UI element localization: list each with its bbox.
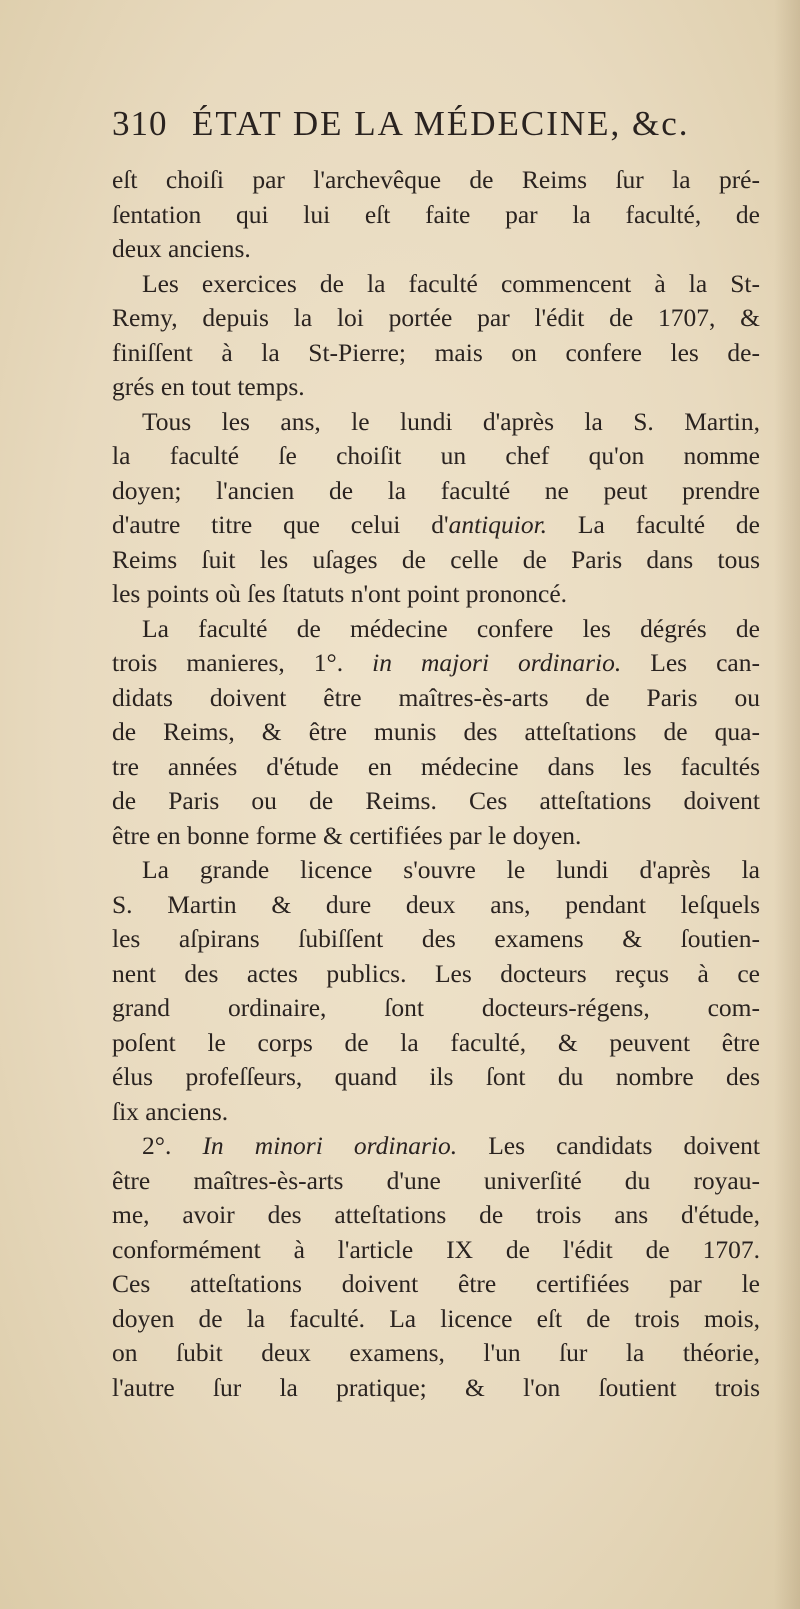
- page-edge-shadow: [774, 0, 800, 1609]
- text-line-main: être en bonne forme & certifiées par le doyen.: [112, 820, 582, 850]
- text-line-main: me, avoir des atteſtations de trois ans d'étude,: [112, 1200, 760, 1229]
- text-line: [112, 1198, 760, 1233]
- text-line-main: la faculté ſe choiſit un chef qu'on nomme: [112, 441, 760, 470]
- text-line-main: Les exercices de la faculté commencent à la St-: [142, 268, 760, 298]
- text-line-main: tre années d'étude en médecine dans les facultés: [112, 751, 760, 781]
- text-line: [112, 543, 760, 578]
- italic-phrase: in majori ordinario.: [372, 648, 622, 677]
- italic-phrase: In minori ordinario.: [202, 1131, 458, 1160]
- text-line-main: Tous les ans, le lundi d'après la S. Martin,: [142, 406, 760, 436]
- text-line-main: 2°.: [142, 1131, 203, 1160]
- text-line: [112, 681, 760, 716]
- text-line-main: finiſſent à la St-Pierre; mais on confere les de-: [112, 337, 760, 367]
- text-line: [112, 646, 760, 681]
- text-line-main: S. Martin & dure deux ans, pendant leſquels: [112, 889, 760, 919]
- text-line: [112, 1095, 760, 1130]
- text-line: [112, 1336, 760, 1371]
- text-line: [112, 612, 760, 647]
- text-line-main: grés en tout temps.: [112, 372, 305, 401]
- text-line-tail: La faculté de: [547, 510, 761, 539]
- text-line-main: les aſpirans ſubiſſent des examens & ſoutien-: [112, 924, 760, 953]
- text-line-main: ſix anciens.: [112, 1096, 229, 1126]
- text-line: [112, 1233, 760, 1268]
- text-line: [112, 1060, 760, 1095]
- text-line-main: Ces atteſtations doivent être certifiées par le: [112, 1269, 760, 1298]
- text-line: [112, 163, 760, 198]
- text-line-main: de Reims, & être munis des atteſtations de qua-: [112, 717, 760, 746]
- text-line-main: La faculté de médecine confere les dégrés de: [142, 613, 760, 643]
- text-line: [112, 439, 760, 474]
- text-line-main: nent des actes publics. Les docteurs reçus à ce: [112, 958, 760, 988]
- text-line-main: grand ordinaire, ſont docteurs-régens, com-: [112, 993, 760, 1022]
- text-line-main: trois manieres, 1°.: [112, 648, 373, 677]
- text-line-tail: Les can-: [621, 648, 760, 677]
- text-line-main: doyen; l'ancien de la faculté ne peut prendre: [112, 475, 760, 505]
- text-line-main: d'autre titre que celui d': [112, 510, 449, 539]
- text-line-main: Remy, depuis la loi portée par l'édit de 1707, &: [112, 303, 760, 332]
- text-line: [112, 1302, 760, 1337]
- text-line: [112, 336, 760, 371]
- text-line-tail: Les candidats doivent: [457, 1131, 761, 1160]
- text-line: [112, 1164, 760, 1199]
- text-line-main: La grande licence s'ouvre le lundi d'après la: [142, 855, 760, 884]
- body-text: [112, 163, 760, 1405]
- text-line-main: élus profeſſeurs, quand ils ſont du nombre des: [112, 1062, 760, 1091]
- text-line-main: on ſubit deux examens, l'un ſur la théorie,: [112, 1338, 760, 1367]
- text-line-main: eſt choiſi par l'archevêque de Reims ſur la pré-: [112, 165, 760, 194]
- text-line: [112, 888, 760, 923]
- text-line-main: didats doivent être maîtres-ès-arts de Paris ou: [112, 682, 760, 712]
- text-line-main: poſent le corps de la faculté, & peuvent être: [112, 1027, 760, 1057]
- text-line: [112, 577, 760, 612]
- text-line: [112, 1129, 760, 1164]
- text-line-main: deux anciens.: [112, 234, 251, 263]
- text-line: [112, 853, 760, 888]
- text-line: [112, 819, 760, 854]
- text-line-main: être maîtres-ès-arts d'une univerſité du royau-: [112, 1165, 760, 1195]
- text-line-main: les points où ſes ſtatuts n'ont point prononcé.: [112, 579, 568, 608]
- text-line: [112, 405, 760, 440]
- text-line-main: doyen de la faculté. La licence eſt de trois mois,: [112, 1303, 760, 1333]
- running-header: [112, 104, 760, 154]
- text-line: [112, 1026, 760, 1061]
- text-line: [112, 1371, 760, 1406]
- text-line: [112, 1267, 760, 1302]
- page-number: 310: [112, 104, 168, 143]
- text-line: [112, 750, 760, 785]
- text-line: [112, 370, 760, 405]
- text-line-main: conformément à l'article IX de l'édit de 1707.: [112, 1234, 760, 1264]
- text-line-main: de Paris ou de Reims. Ces atteſtations doivent: [112, 786, 760, 815]
- text-line: [112, 922, 760, 957]
- text-line-main: l'autre ſur la pratique; & l'on ſoutient trois: [112, 1372, 760, 1402]
- text-line: [112, 784, 760, 819]
- text-line: [112, 301, 760, 336]
- text-line: [112, 991, 760, 1026]
- text-line: [112, 508, 760, 543]
- text-line-main: ſentation qui lui eſt faite par la faculté, de: [112, 199, 760, 229]
- text-line: [112, 267, 760, 302]
- running-title: ÉTAT DE LA MÉDECINE, &c.: [192, 104, 690, 143]
- text-line: [112, 957, 760, 992]
- text-line-main: Reims ſuit les uſages de celle de Paris dans tous: [112, 544, 760, 574]
- italic-phrase: antiquior.: [448, 510, 548, 539]
- text-line: [112, 715, 760, 750]
- text-line: [112, 232, 760, 267]
- text-line: [112, 474, 760, 509]
- text-line: [112, 198, 760, 233]
